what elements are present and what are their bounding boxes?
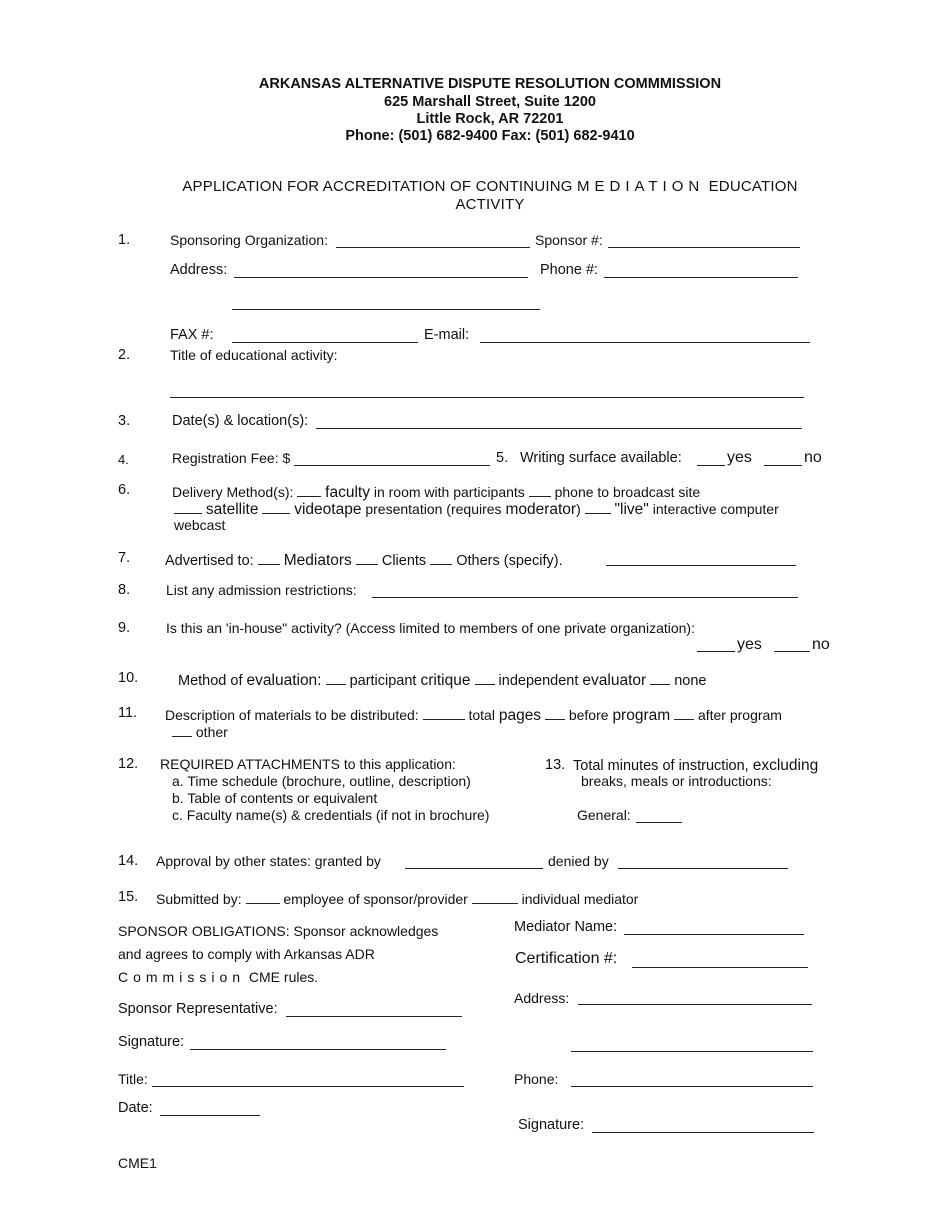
commission-phone-fax: Phone: (501) 682-9400 Fax: (501) 682-9410: [345, 128, 635, 144]
field-denied-by[interactable]: [618, 868, 788, 869]
obligations-text: and agrees to comply with: [118, 946, 284, 962]
option-no: no: [804, 449, 822, 466]
field-mediator-phone[interactable]: [571, 1086, 813, 1087]
field-critique[interactable]: [326, 670, 346, 685]
option-in-room: in room with participants: [369, 484, 525, 500]
field-after-program[interactable]: [674, 705, 694, 720]
field-sponsor-date[interactable]: [160, 1115, 260, 1116]
commission-address-street: 625 Marshall Street, Suite 1200: [384, 94, 596, 110]
field-mediator-name[interactable]: [624, 934, 804, 935]
field-fax[interactable]: [232, 342, 418, 343]
item-number: 6.: [118, 482, 131, 498]
option-total: total: [468, 707, 499, 723]
commission-name: ARKANSAS ALTERNATIVE DISPUTE RESOLUTION COMMMISSION: [258, 76, 722, 92]
form-title-part: EDUCATION: [704, 178, 798, 195]
submitted-line: Submitted by: employee of sponsor/provider individual mediator: [156, 891, 639, 907]
item-number: 8.: [118, 582, 131, 598]
field-satellite[interactable]: [174, 499, 202, 514]
label-fax: FAX #:: [170, 327, 214, 343]
label-required-attachments: REQUIRED ATTACHMENTS to this application:: [160, 756, 456, 772]
field-mediator-signature[interactable]: [592, 1132, 814, 1133]
item-number: 15.: [118, 889, 139, 905]
field-phone[interactable]: [604, 277, 798, 278]
option-live: "live": [614, 501, 649, 518]
label-email: E-mail:: [424, 327, 470, 343]
field-sponsoring-org[interactable]: [336, 247, 530, 248]
field-mediator-address[interactable]: [578, 1004, 812, 1005]
field-writing-no[interactable]: [764, 465, 802, 466]
option-independent: independent: [498, 673, 583, 689]
field-inhouse-yes[interactable]: [697, 651, 735, 652]
item-number: 3.: [118, 413, 131, 429]
field-live[interactable]: [585, 499, 611, 514]
option-faculty: faculty: [325, 484, 370, 501]
field-mediators[interactable]: [258, 550, 280, 565]
field-sponsor-rep[interactable]: [286, 1016, 462, 1017]
label-advertised: Advertised to: [165, 553, 250, 569]
attachment-b: b. Table of contents or equivalent: [172, 790, 378, 806]
option-interactive: interactive computer: [648, 501, 779, 517]
option-participant: participant: [349, 673, 421, 689]
option-evaluator: evaluator: [582, 672, 647, 689]
option-no: no: [812, 636, 830, 653]
field-title-activity[interactable]: [170, 397, 804, 398]
field-address[interactable]: [234, 277, 528, 278]
advertised-line: Advertised to: Mediators Clients Others (specify).: [165, 552, 563, 569]
field-granted-by[interactable]: [405, 868, 543, 869]
item-number: 11.: [118, 705, 138, 721]
attachment-a: a. Time schedule (brochure, outline, description): [172, 773, 471, 789]
label-materials: Description of materials to be distributed:: [165, 707, 419, 723]
obligations-commission: Commission: [118, 969, 246, 985]
label-mediator-phone: Phone:: [514, 1071, 559, 1087]
label-phone: Phone #:: [540, 262, 599, 278]
label-mediator-signature: Signature:: [518, 1117, 585, 1133]
form-title-line2: ACTIVITY: [455, 196, 525, 213]
label-admission: List any admission restrictions:: [166, 582, 357, 598]
option-yes: yes: [727, 449, 752, 466]
label-dates: Date(s) & location(s):: [172, 413, 309, 429]
label-denied: denied by: [548, 853, 609, 869]
option-videotape: videotape: [294, 501, 362, 518]
option-none: none: [674, 673, 707, 689]
item-number: 1.: [118, 232, 131, 248]
field-evaluator[interactable]: [475, 670, 495, 685]
materials-other-line: [172, 722, 228, 740]
option-yes: yes: [737, 636, 762, 653]
label-delivery: Delivery Method(s):: [172, 484, 294, 500]
field-others-specify[interactable]: [606, 565, 796, 566]
item-number: 10.: [118, 670, 139, 686]
field-others[interactable]: [430, 550, 452, 565]
label-address: Address:: [170, 262, 228, 278]
field-total-pages[interactable]: [423, 705, 465, 720]
field-faculty[interactable]: [297, 482, 321, 497]
label-submitted: Submitted by: [156, 891, 238, 907]
option-other: other: [195, 724, 228, 740]
option-critique: critique: [420, 672, 471, 689]
materials-line: [165, 705, 782, 725]
field-reg-fee[interactable]: [294, 465, 490, 466]
commission-address-city: Little Rock, AR 72201: [416, 111, 564, 127]
field-mediator-address-line2[interactable]: [571, 1051, 813, 1052]
label-general: General:: [577, 807, 631, 823]
form-code: CME1: [118, 1155, 157, 1171]
field-inhouse-no[interactable]: [774, 651, 810, 652]
field-phone-broadcast[interactable]: [529, 482, 551, 497]
label-inhouse: Is this an 'in-house" activity? (Access limited to members of one private organization):: [166, 620, 695, 636]
option-employee: employee of sponsor/provider: [283, 891, 468, 907]
item-number: 4.: [118, 452, 129, 467]
label-evaluation: Method of: [178, 673, 247, 689]
label-mediator-name: Mediator Name:: [514, 919, 618, 935]
option-satellite: satellite: [205, 501, 259, 518]
label-sponsor-date: Date:: [118, 1100, 153, 1116]
label-writing-surface: Writing surface available:: [520, 450, 682, 466]
obligations-line1: SPONSOR OBLIGATIONS: Sponsor acknowledges: [118, 923, 439, 939]
field-general-minutes[interactable]: [636, 822, 682, 823]
field-dates[interactable]: [316, 428, 802, 429]
item-number: 13.: [545, 757, 566, 773]
field-writing-yes[interactable]: [697, 465, 725, 466]
option-individual: individual mediator: [521, 891, 639, 907]
field-employee[interactable]: [246, 889, 280, 904]
field-sponsor-title[interactable]: [152, 1086, 464, 1087]
label-sponsor-num: Sponsor #:: [535, 232, 603, 248]
field-sponsor-num[interactable]: [608, 247, 800, 248]
field-address-line2[interactable]: [232, 309, 540, 310]
label-breaks: breaks, meals or introductions:: [581, 773, 772, 789]
option-clients: Clients: [381, 553, 427, 569]
field-individual[interactable]: [472, 889, 518, 904]
option-phone-broadcast: phone to broadcast site: [554, 484, 701, 500]
item-number: 14.: [118, 853, 139, 869]
label-sponsor-rep: Sponsor Representative:: [118, 1001, 278, 1017]
field-none[interactable]: [650, 670, 670, 685]
item-number: 7.: [118, 550, 131, 566]
field-admission[interactable]: [372, 597, 798, 598]
field-clients[interactable]: [356, 550, 378, 565]
label-approval: Approval by other states: granted by: [156, 853, 381, 869]
field-sponsor-signature[interactable]: [190, 1049, 446, 1050]
label-title-activity: Title of educational activity:: [170, 347, 338, 363]
field-email[interactable]: [480, 342, 810, 343]
form-title: [0, 178, 950, 195]
field-certification[interactable]: [632, 967, 808, 968]
option-before: before: [568, 707, 613, 723]
obligations-text: Arkansas ADR: [283, 946, 375, 962]
option-program: program: [612, 707, 671, 724]
attachment-c: c. Faculty name(s) & credentials (if not in brochure): [172, 807, 490, 823]
option-moderator: moderator: [505, 501, 577, 518]
option-pages: pages: [498, 707, 542, 724]
item-number: 9.: [118, 620, 131, 636]
label-evaluation-word: evaluation:: [246, 672, 322, 689]
label-minutes: Total minutes of instruction,: [573, 758, 753, 774]
form-title-mediation: MEDIATION: [577, 178, 705, 195]
field-videotape[interactable]: [262, 499, 290, 514]
delivery-line2: satellite videotape presentation (requires moderator) "live" interactive computer: [174, 499, 779, 519]
item-number: 12.: [118, 756, 139, 772]
label-sponsoring-org: Sponsoring Organization:: [170, 232, 328, 248]
label-certification: Certification #:: [515, 950, 618, 967]
option-others: Others (specify).: [456, 553, 563, 569]
label-excluding: excluding: [752, 757, 819, 774]
field-other[interactable]: [172, 722, 192, 737]
field-before-program[interactable]: [545, 705, 565, 720]
option-presentation: presentation (requires: [361, 501, 506, 517]
obligations-line2: [118, 946, 375, 962]
obligations-line3: [118, 969, 318, 985]
label-sponsor-title: Title:: [118, 1071, 148, 1087]
form-title-part: APPLICATION FOR ACCREDITATION OF CONTINUING: [182, 178, 577, 195]
label-reg-fee: Registration Fee: $: [172, 450, 291, 466]
item-number: 2.: [118, 347, 131, 363]
option-mediators: Mediators: [283, 552, 352, 569]
evaluation-line: [178, 670, 706, 690]
label-mediator-address: Address:: [514, 990, 570, 1006]
label-sponsor-signature: Signature:: [118, 1034, 185, 1050]
obligations-text: CME rules.: [245, 969, 319, 985]
option-after-program: after program: [697, 707, 782, 723]
option-webcast: webcast: [174, 517, 226, 533]
item-number: 5.: [496, 450, 509, 466]
